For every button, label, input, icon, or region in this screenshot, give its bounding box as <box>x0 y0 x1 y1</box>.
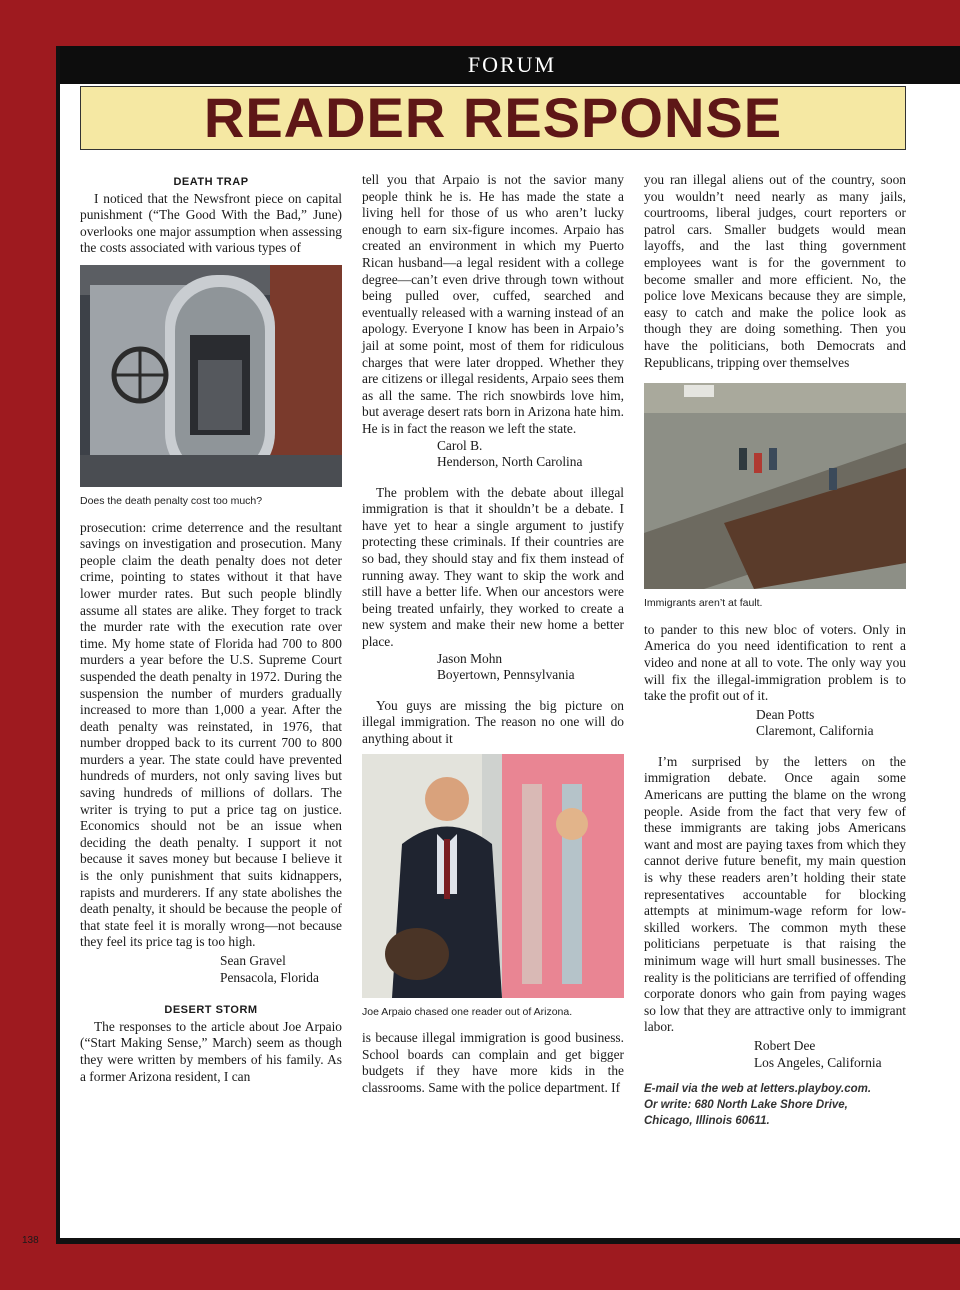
address-line: Or write: 680 North Lake Shore Drive, <box>644 1099 848 1112</box>
signature-place: Henderson, North Carolina <box>437 454 583 470</box>
photo-caption: Immigrants aren’t at fault. <box>644 597 763 610</box>
signature-name: Carol B. <box>437 437 483 453</box>
photo-caption: Joe Arpaio chased one reader out of Arizona. <box>362 1005 573 1018</box>
letter-text: to pander to this new bloc of voters. Only in America do you need identification to rent a video and none at all to vote. The only way you will fix the illegal-immigration problem is to take the profit out of it. <box>644 621 906 704</box>
gas-chamber-image <box>80 265 342 487</box>
letter-text: prosecution: crime deterrence and the resultant savings on investigation and prosecution. Many people claim the death penalty does not deter crime, pointing to states without it that have lower murder rates. But such people blindly assume all states are alike. They forget to track the murder rate with the execution rate over time. My home state of Florida had 700 to 800 murders a year before the U.S. Supreme Court suspended the death penalty in 1972. During the suspension the number of murders gradually increased to more than 1,000 a year. After the death penalty was reinstated, in 1976, that number dropped back to its current 700 to 800 murders a year. The state could have prevented hundreds of murders, not only saving lives but saving hundreds of millions of dollars. The writer is trying to put a price tag on justice. Economics should not be an issue when deciding the death penalty. I support it not because it saves money but because I believe it is the only punishment that suits kidnappers, rapists and murderers. If any state abolishes the death penalty, it should be because the people of that state feel it is morally wrong—not because they feel its price tag is too high. <box>80 519 342 950</box>
contact-email <box>644 1081 906 1129</box>
letter-text: I noticed that the Newsfront piece on capital punishment (“The Good With the Bad,” June) overlooks one major assumption when assessing the costs associated with various types of <box>80 190 342 256</box>
letter-heading: DEATH TRAP <box>173 176 249 188</box>
letter-text: tell you that Arpaio is not the savior many people think he is. He has made the state a living hell for those of us who aren’t lucky enough to earn six-figure incomes. Arpaio has created an environment in which my Puerto Rican husband—a legal resident with a college degree—can’t even drive through town without being pulled over, cuffed, searched and eventually released with a warning instead of an apology. Everyone I know has been in Arpaio’s jail at some point, most of them for ridiculous charges that were later dropped. Whether they are citizens or illegal residents, Arpaio sees them as all the same. The rich snowbirds love him, but average desert rats born in Arizona hate him. He is in fact the reason we left the state. <box>362 172 624 436</box>
page-number: 138 <box>22 1235 39 1246</box>
signature-place: Los Angeles, California <box>754 1054 882 1070</box>
signature-name: Jason Mohn <box>437 650 503 666</box>
letter-text: The responses to the article about Joe Arpaio (“Start Making Sense,” March) seem as though they were written by members of his family. As a former Arizona resident, I can <box>80 1018 342 1084</box>
signature-place: Claremont, California <box>756 723 874 739</box>
arpaio-photo <box>362 754 624 998</box>
email-line: E-mail via the web at letters.playboy.com. <box>644 1083 872 1096</box>
signature-name: Dean Potts <box>756 706 815 722</box>
signature-name: Sean Gravel <box>220 953 286 968</box>
section-banner: FORUM <box>60 46 960 84</box>
signature-place: Boyertown, Pennsylvania <box>437 667 575 683</box>
column-1 <box>80 172 342 1085</box>
photo-caption: Does the death penalty cost too much? <box>80 494 263 507</box>
letter-text: The problem with the debate about illegal immigration is that it shouldn’t be a debate. I have yet to hear a single argument to justify protecting these criminals. If their countries are so bad, they should stay and fix them instead of running away. They want to skip the work and still have a better life. When our ancestors were being treated unfairly, they worked to create a new system and make their new home a better place. <box>362 484 624 650</box>
letter-text: you ran illegal aliens out of the country, soon you wouldn’t need nearly as many jails, courtrooms, liberal judges, court reporters or patrol cars. Smaller budgets would mean layoffs, and the last thing government employees want is for the government to become smaller and more efficient. No, the police love Mexicans because they are simple, easy to catch and make the police look as though they are doing something. Then you have the politicians, both Democrats and Republicans, tripping over themselves <box>644 172 906 370</box>
border-fence-image <box>644 383 906 589</box>
gas-chamber-photo <box>80 265 342 487</box>
title-box <box>80 86 906 150</box>
letter-text: is because illegal immigration is good business. School boards can complain and get bigger budgets if they have more kids in the classrooms. Same with the police department. If <box>362 1030 624 1095</box>
city-line: Chicago, Illinois 60611. <box>644 1115 770 1128</box>
border-fence-photo <box>644 383 906 589</box>
signature-name: Robert Dee <box>754 1037 816 1053</box>
signature-place: Pensacola, Florida <box>220 969 319 985</box>
letter-text: I’m surprised by the letters on the immigration debate. Once again some Americans are putting the blame on the wrong people. Aside from the fact that very few of these immigrants are taking jobs Americans want and most are paying taxes from which they cannot derive future benefit, my main question is why these readers aren’t holding their state representatives accountable for blocking attempts at minimum-wage reform for low-skilled workers. The common myth these politicians perpetuate is that raising the minimum wage will hurt small businesses. The reality is the politicians are terrified of offending corporate donors who gain from paying wages so low that they are attractive only to immigrant labor. <box>644 753 906 1035</box>
magazine-page <box>56 46 960 1244</box>
letter-text: You guys are missing the big picture on illegal immigration. The reason no one will do anything about it <box>362 697 624 746</box>
arpaio-image <box>362 754 624 998</box>
letter-heading: DESERT STORM <box>164 1004 258 1017</box>
column-3 <box>644 172 906 1129</box>
column-2 <box>362 172 624 1097</box>
page-title: READER RESPONSE <box>203 86 783 149</box>
